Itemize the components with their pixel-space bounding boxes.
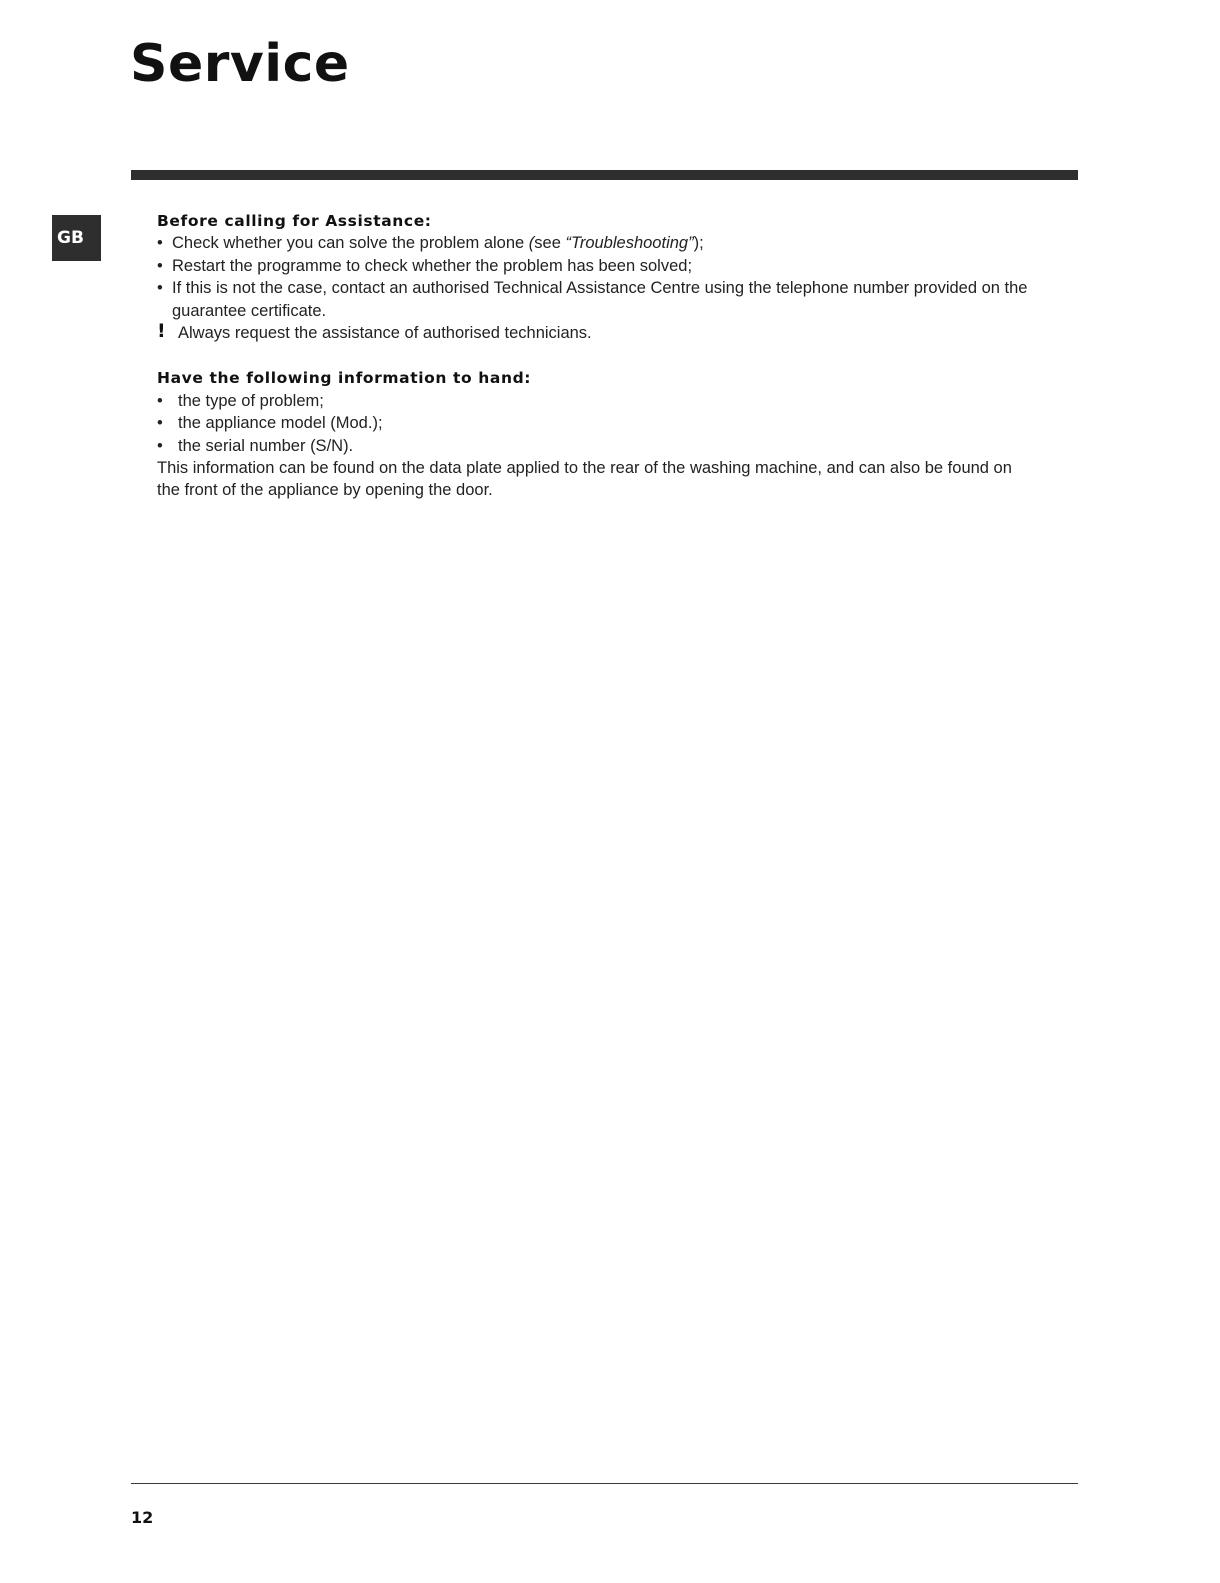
bullet-icon: • xyxy=(157,279,163,298)
list-item-end: ); xyxy=(693,234,704,253)
list-item-see: see xyxy=(534,234,566,253)
language-tab: GB xyxy=(52,215,101,261)
bullet-icon: • xyxy=(157,234,163,253)
list-item xyxy=(157,277,1037,322)
bullet-icon: • xyxy=(157,436,163,455)
page-title: Service xyxy=(130,34,350,94)
service-content xyxy=(157,210,1037,502)
list-item xyxy=(157,232,1037,254)
page-number: 12 xyxy=(131,1508,154,1527)
list-item-text: If this is not the case, contact an authorised Technical Assistance Centre using the telephone number provided on the guarantee certificate. xyxy=(172,279,1028,320)
list-item xyxy=(157,435,1037,457)
list-item-paren: ( xyxy=(528,234,535,253)
troubleshooting-reference: “Troubleshooting” xyxy=(565,234,694,253)
list-item-text: Restart the programme to check whether the problem has been solved; xyxy=(172,256,693,275)
header-divider xyxy=(131,170,1078,180)
list-item xyxy=(157,255,1037,277)
list-item-text: the appliance model (Mod.); xyxy=(178,414,383,433)
warning-text: Always request the assistance of authorised technicians. xyxy=(178,324,592,343)
before-calling-list xyxy=(157,232,1037,322)
list-item-text: the type of problem; xyxy=(178,391,324,410)
bullet-icon: • xyxy=(157,414,163,433)
list-item xyxy=(157,412,1037,434)
information-list xyxy=(157,390,1037,457)
information-note: This information can be found on the data plate applied to the rear of the washing machine, and can also be found on the front of the appliance by opening the door. xyxy=(157,459,1012,500)
footer-divider xyxy=(131,1483,1078,1484)
bullet-icon: • xyxy=(157,391,163,410)
list-item-text: the serial number (S/N). xyxy=(178,436,354,455)
exclamation-icon: ! xyxy=(157,320,166,343)
list-item xyxy=(157,390,1037,412)
section-gap xyxy=(157,344,1037,367)
information-heading: Have the following information to hand: xyxy=(157,369,532,388)
bullet-icon: • xyxy=(157,256,163,275)
before-calling-heading: Before calling for Assistance: xyxy=(157,212,432,230)
warning-note xyxy=(157,322,1037,344)
list-item-text: Check whether you can solve the problem alone xyxy=(172,234,529,253)
